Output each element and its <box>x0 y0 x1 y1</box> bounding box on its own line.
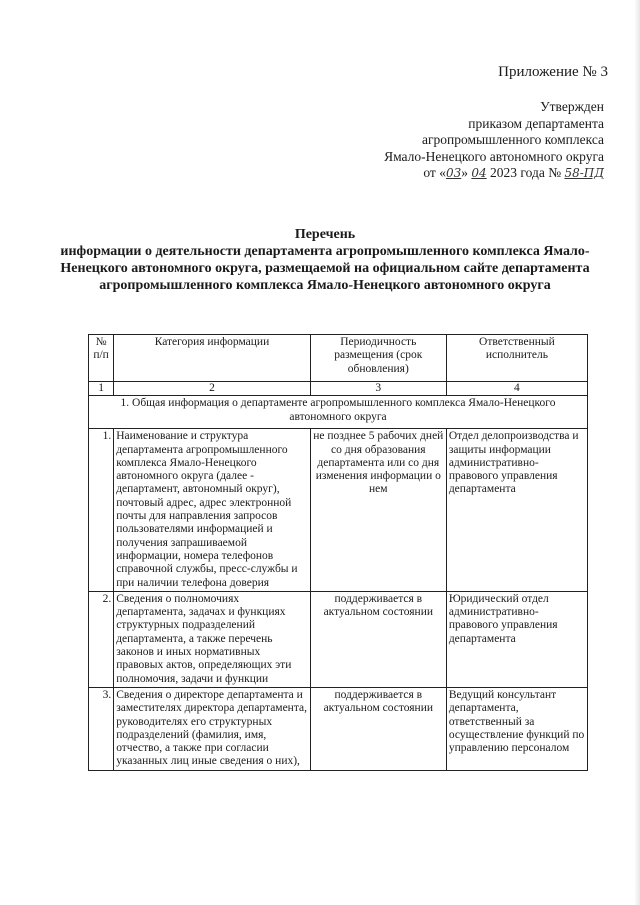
date-month: 04 <box>471 166 487 180</box>
document-title <box>60 226 590 294</box>
approval-line: Утвержден <box>540 99 604 114</box>
table-row <box>89 687 588 770</box>
information-table <box>88 334 588 771</box>
header-category: Категория информации <box>114 335 311 382</box>
date-mid: » <box>461 165 472 180</box>
order-date-line <box>304 165 604 182</box>
table-row <box>89 429 588 592</box>
approval-line: приказом департамента <box>468 115 604 131</box>
date-prefix: от « <box>423 165 446 180</box>
approval-line: Ямало-Ненецкого автономного округа <box>384 148 604 164</box>
header-number: № п/п <box>89 335 114 382</box>
title-heading: Перечень <box>294 227 356 242</box>
index-cell: 3 <box>310 382 446 396</box>
row-responsible: Отдел делопроизводства и защиты информации административно-правового управления департамента <box>446 429 587 592</box>
row-category: Сведения о полномочиях департамента, задачах и функциях структурных подразделений департамента, а также перечень законов и иных нормативных правовых актов, определяющих эти полномочия, задачи и функции <box>114 591 311 687</box>
row-period: поддерживается в актуальном состоянии <box>310 591 446 687</box>
date-day: 03 <box>445 166 462 180</box>
index-cell: 2 <box>114 382 311 396</box>
row-number: 1. <box>89 429 114 592</box>
row-period: не позднее 5 рабочих дней со дня образования департамента или со дня изменения информации о нем <box>310 429 446 592</box>
table-header-row <box>89 335 588 382</box>
row-responsible: Ведущий консультант департамента, ответственный за осуществление функций по управлению персоналом <box>446 687 587 770</box>
table-row <box>89 591 588 687</box>
section-row <box>89 396 588 429</box>
row-category: Сведения о директоре департамента и заместителях директора департамента, руководителях его структурных подразделений (фамилия, имя, отчество, а также при согласии указанных лиц иные сведения о них), <box>114 687 311 770</box>
row-number: 3. <box>89 687 114 770</box>
scan-edge-shadow <box>634 0 640 905</box>
approval-block <box>304 99 604 182</box>
section-title: 1. Общая информация о департаменте агропромышленного комплекса Ямало-Ненецкого автономного округа <box>89 396 588 429</box>
index-cell: 4 <box>446 382 587 396</box>
header-period: Периодичность размещения (срок обновления) <box>310 335 446 382</box>
row-number: 2. <box>89 591 114 687</box>
index-cell: 1 <box>89 382 114 396</box>
date-year: 2023 года № <box>486 165 565 180</box>
title-subheading: информации о деятельности департамента агропромышленного комплекса Ямало-Ненецкого автономного округа, размещаемой на официальном сайте департамента агропромышленного комплекса Ямало-Ненецкого автономного округа <box>60 244 590 293</box>
approval-line: агропромышленного комплекса <box>422 132 604 147</box>
row-category: Наименование и структура департамента агропромышленного комплекса Ямало-Ненецкого автономного округа (далее - департамент, автономный округ), почтовый адрес, адрес электронной почты для направления запросов пользователями информацией и получения запрашиваемой информации, номера телефонов справочной службы, пресс-службы и при наличии телефона доверия <box>114 429 311 592</box>
row-responsible: Юридический отдел административно-правового управления департамента <box>446 591 587 687</box>
column-index-row <box>89 382 588 396</box>
row-period: поддерживается в актуальном состоянии <box>310 687 446 770</box>
header-responsible: Ответственный исполнитель <box>446 335 587 382</box>
appendix-label: Приложение № 3 <box>498 64 608 80</box>
order-number: 58-ПД <box>564 166 604 180</box>
